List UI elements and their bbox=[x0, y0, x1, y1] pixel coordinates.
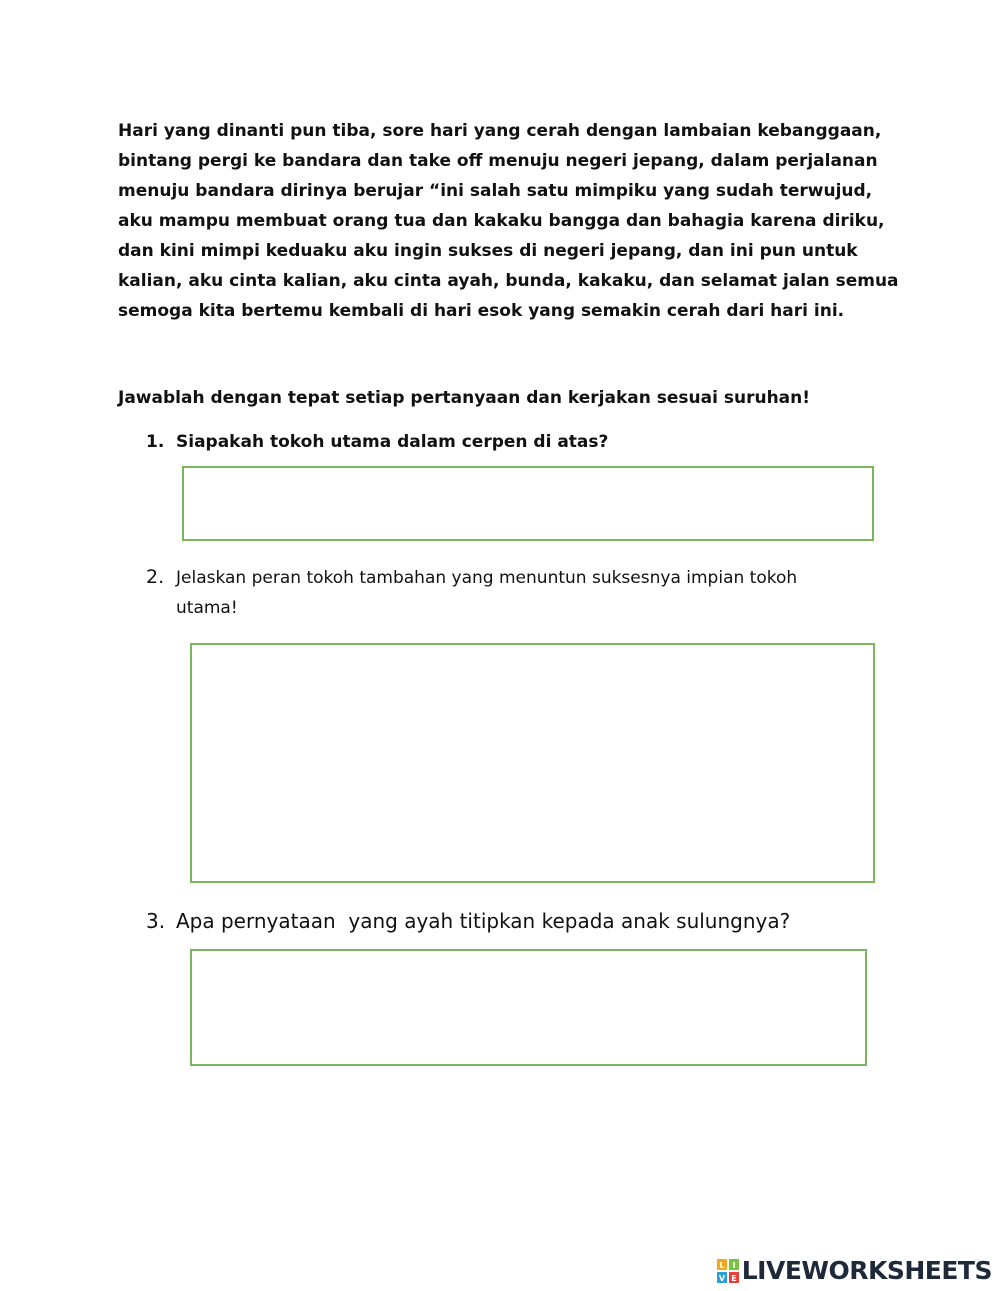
passage-line: aku mampu membuat orang tua dan kakaku bangga dan bahagia karena diriku, bbox=[118, 211, 885, 231]
answer-box-3[interactable] bbox=[190, 949, 867, 1066]
passage-line: dan kini mimpi keduaku aku ingin sukses di negeri jepang, dan ini pun untuk bbox=[118, 241, 858, 261]
question-3-number: 3. bbox=[146, 909, 166, 933]
liveworksheets-logo bbox=[717, 1255, 992, 1287]
logo-mark-letter: V bbox=[718, 1274, 725, 1283]
passage-line: kalian, aku cinta kalian, aku cinta ayah, bunda, kakaku, dan selamat jalan semua bbox=[118, 271, 899, 291]
question-2-text-line2: utama! bbox=[176, 598, 238, 618]
liveworksheets-logo-icon bbox=[717, 1259, 739, 1283]
answer-box-1[interactable] bbox=[182, 466, 874, 541]
logo-mark-letter: I bbox=[732, 1261, 736, 1270]
question-3-text: Apa pernyataan yang ayah titipkan kepada anak sulungnya? bbox=[176, 909, 791, 933]
question-1-number: 1. bbox=[146, 432, 165, 452]
question-2-number: 2. bbox=[146, 566, 165, 588]
logo-mark-letter: L bbox=[719, 1261, 725, 1270]
passage-line: Hari yang dinanti pun tiba, sore hari yang cerah dengan lambaian kebanggaan, bbox=[118, 121, 882, 141]
question-1-text: Siapakah tokoh utama dalam cerpen di atas? bbox=[176, 432, 609, 452]
instruction-heading: Jawablah dengan tepat setiap pertanyaan dan kerjakan sesuai suruhan! bbox=[118, 388, 811, 408]
passage-line: menuju bandara dirinya berujar “ini salah satu mimpiku yang sudah terwujud, bbox=[118, 181, 873, 201]
question-2-text-line1: Jelaskan peran tokoh tambahan yang menuntun suksesnya impian tokoh bbox=[176, 568, 798, 588]
answer-box-2[interactable] bbox=[190, 643, 875, 883]
logo-mark-letter: E bbox=[731, 1274, 737, 1283]
liveworksheets-logo-text: LIVEWORKSHEETS bbox=[741, 1256, 992, 1285]
passage-line: bintang pergi ke bandara dan take off menuju negeri jepang, dalam perjalanan bbox=[118, 151, 878, 171]
passage-line: semoga kita bertemu kembali di hari esok yang semakin cerah dari hari ini. bbox=[118, 301, 845, 321]
